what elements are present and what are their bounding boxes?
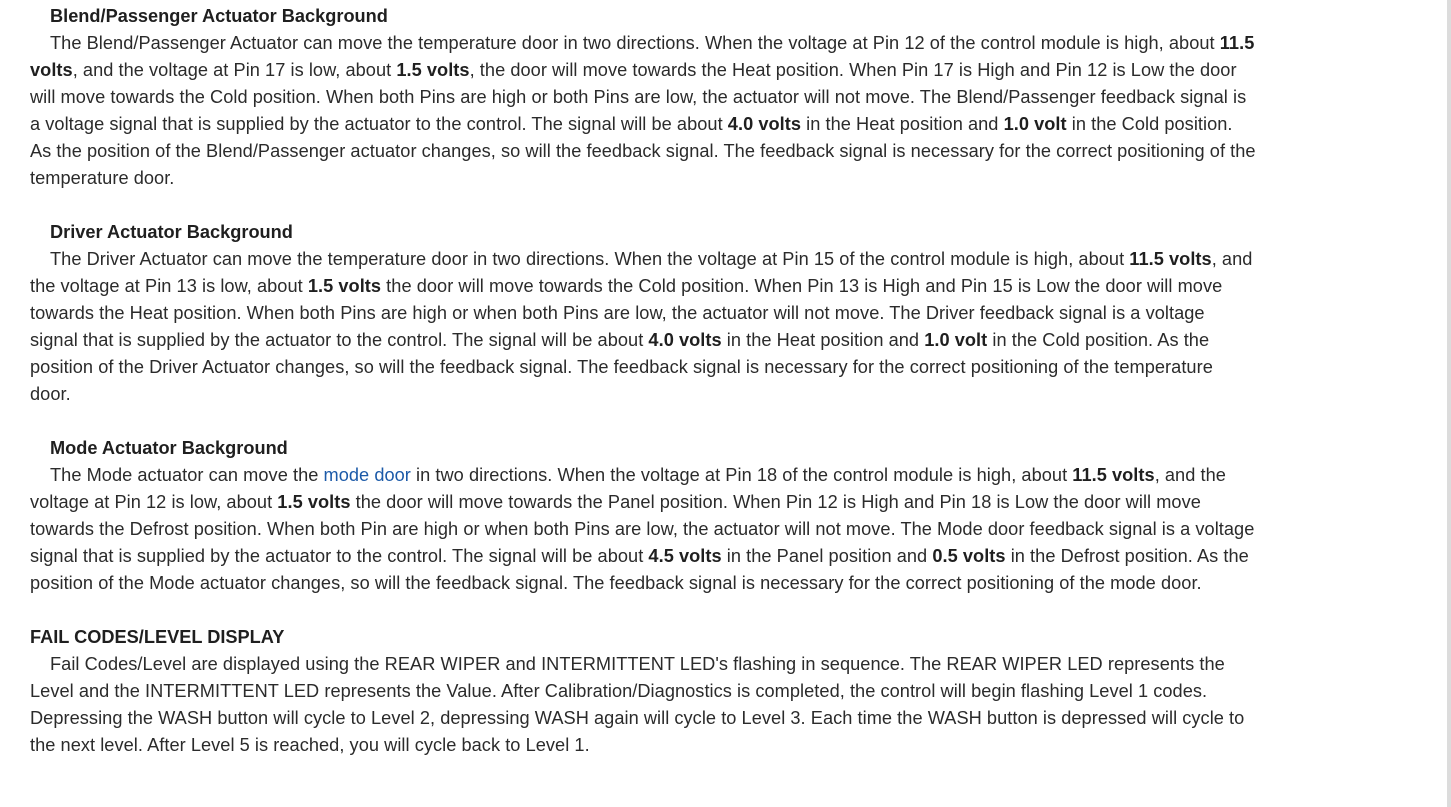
text-run: in two directions. When the voltage at Pin 18 of the control module is high, about [410, 465, 1073, 485]
section-heading: Blend/Passenger Actuator Background [50, 6, 388, 26]
voltage-value: 1.5 volts [277, 492, 351, 512]
voltage-value: 4.0 volts [727, 114, 802, 134]
scrollbar[interactable] [1447, 0, 1451, 807]
section-paragraph [30, 462, 1256, 597]
text-run: in the Heat position and [721, 330, 925, 350]
voltage-value: 4.0 volts [648, 330, 722, 350]
voltage-value: 1.5 volts [307, 276, 382, 296]
voltage-value: 11.5 volts [30, 33, 1255, 80]
text-run: in the Panel position and [721, 546, 933, 566]
text-run: in the Heat position and [801, 114, 1004, 134]
text-run: , and the voltage at Pin 12 is low, about [30, 465, 1226, 512]
section-mode-actuator-background [30, 435, 1256, 597]
section-paragraph [30, 30, 1256, 192]
voltage-value: 11.5 volts [1129, 249, 1212, 269]
voltage-value: 4.5 volts [648, 546, 722, 566]
text-run: The Driver Actuator can move the temperature door in two directions. When the voltage at Pin 15 of the control module is high, about [50, 249, 1130, 269]
voltage-value: 0.5 volts [932, 546, 1006, 566]
text-run: in the Cold position. As the position of the Driver Actuator changes, so will the feedback signal. The feedback signal is necessary for the correct positioning of the temperature door. [30, 330, 1213, 404]
voltage-value: 11.5 volts [1072, 465, 1155, 485]
section-paragraph [30, 651, 1256, 759]
voltage-value: 1.0 volt [924, 330, 988, 350]
text-run: , and the voltage at Pin 13 is low, about [30, 249, 1253, 296]
section-heading: Driver Actuator Background [50, 222, 293, 242]
section-fail-codes-level-display [30, 624, 1256, 759]
section-driver-actuator-background [30, 219, 1256, 408]
document-body [30, 3, 1256, 786]
text-run: , and the voltage at Pin 17 is low, about [72, 60, 397, 80]
section-paragraph [30, 246, 1256, 408]
voltage-value: 1.0 volt [1003, 114, 1067, 134]
text-run: the door will move towards the Panel position. When Pin 12 is High and Pin 18 is Low the door will move towards the Defrost position. When both Pin are high or when both Pins are low, the actuator will not move. The Mode door feedback signal is a voltage signal that is supplied by the actuator to the control. The signal will be about [30, 492, 1255, 566]
section-heading: Mode Actuator Background [50, 438, 288, 458]
voltage-value: 1.5 volts [396, 60, 470, 80]
section-blend-passenger-actuator-background [30, 3, 1256, 192]
text-run: The Blend/Passenger Actuator can move the temperature door in two directions. When the voltage at Pin 12 of the control module is high, about [50, 33, 1220, 53]
text-run: Fail Codes/Level are displayed using the REAR WIPER and INTERMITTENT LED's flashing in sequence. The REAR WIPER LED represents the Level and the INTERMITTENT LED represents the Value. After Calibration/Diagnostics is completed, the control will begin flashing Level 1 codes. Depressing the WASH button will cycle to Level 2, depressing WASH again will cycle to Level 3. Each time the WASH button is depressed will cycle to the next level. After Level 5 is reached, you will cycle back to Level 1. [30, 654, 1245, 755]
text-run: in the Cold position. As the position of the Blend/Passenger actuator changes, so will the feedback signal. The feedback signal is necessary for the correct positioning of the temperature door. [30, 114, 1256, 188]
text-run: in the Defrost position. As the position of the Mode actuator changes, so will the feedback signal. The feedback signal is necessary for the correct positioning of the mode door. [30, 546, 1249, 593]
text-run: the door will move towards the Cold position. When Pin 13 is High and Pin 15 is Low the door will move towards the Heat position. When both Pins are high or when both Pins are low, the actuator will not move. The Driver feedback signal is a voltage signal that is supplied by the actuator to the control. The signal will be about [30, 276, 1223, 350]
text-run: , the door will move towards the Heat position. When Pin 17 is High and Pin 12 is Low the door will move towards the Cold position. When both Pins are high or both Pins are low, the actuator will not move. The Blend/Passenger feedback signal is a voltage signal that is supplied by the actuator to the control. The signal will be about [30, 60, 1247, 134]
mode-door-link[interactable]: mode door [323, 465, 411, 485]
text-run: The Mode actuator can move the [50, 465, 324, 485]
section-heading: FAIL CODES/LEVEL DISPLAY [30, 627, 285, 647]
